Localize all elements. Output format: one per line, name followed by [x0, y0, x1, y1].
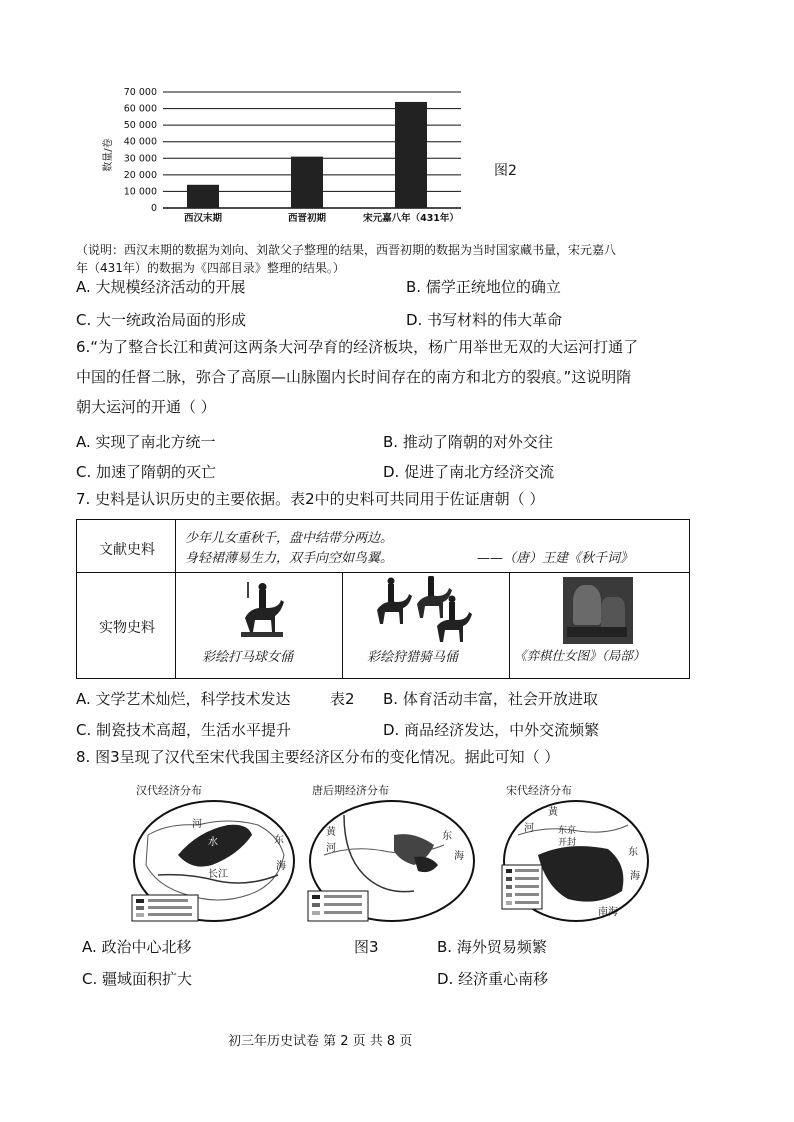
map-han-label-1: 河 [192, 819, 202, 830]
map-song-label-6: 海 [630, 871, 640, 882]
chart-y-ticks [124, 87, 157, 214]
caption-weiqi-painting: 《弈棋仕女图》（局部） [514, 648, 646, 663]
q6-option-a[interactable]: A. 实现了南北方统一 [76, 433, 216, 451]
chart-x-tick-label: 西晋初期 [287, 213, 327, 224]
map-song-label-3: 东京 [558, 826, 577, 836]
poem-line-1: 少年儿女重秋千，盘中结带分两边。 [185, 531, 394, 546]
chart-y-tick-label: 30 000 [123, 153, 157, 165]
caption-hunting-figurines: 彩绘狩猎骑马俑 [367, 650, 459, 665]
q8-option-d[interactable]: D. 经济重心南移 [437, 970, 549, 988]
chart-bar [291, 157, 323, 208]
map-han-economy [128, 795, 300, 925]
hunting-riders-image [373, 576, 485, 646]
q7-stem: 7. 史料是认识历史的主要依据。表2中的史料可共同用于佐证唐朝（ ） [76, 490, 545, 508]
book-volume-bar-chart [95, 80, 495, 230]
q7-option-b[interactable]: B. 体育活动丰富，社会开放进取 [383, 690, 598, 708]
chart-x-ticks [184, 212, 459, 224]
chart-bar [187, 185, 219, 208]
q8-option-a[interactable]: A. 政治中心北移 [82, 938, 192, 956]
map-tang-economy [304, 795, 482, 925]
table-header-literature: 文献史料 [99, 542, 155, 558]
weiqi-painting-image [563, 577, 633, 644]
poem-line-2: 身轻裙薄易生力，双手向空如鸟翼。 [185, 551, 394, 566]
q5-option-a[interactable]: A. 大规模经济活动的开展 [76, 278, 246, 296]
chart-x-tick-label: 西汉末期 [183, 213, 223, 224]
source-table [76, 519, 690, 679]
chart-bars [187, 102, 427, 208]
q6-option-c[interactable]: C. 加速了隋朝的灭亡 [76, 463, 217, 481]
chart-y-tick-label: 40 000 [123, 136, 157, 148]
map-han-label-4: 长江 [208, 869, 228, 880]
caption-polo-figurine: 彩绘打马球女俑 [202, 650, 294, 665]
map-tang-label-3: 东 [442, 831, 452, 842]
map-song-label-7: 南海 [598, 907, 618, 918]
q5-option-c[interactable]: C. 大一统政治局面的形成 [76, 311, 247, 329]
q7-option-c[interactable]: C. 制瓷技术高超，生活水平提升 [76, 721, 292, 739]
poem-source: ——（唐）王建《秋千词》 [477, 551, 634, 566]
figure-3-label: 图3 [354, 938, 379, 956]
q8-option-c[interactable]: C. 疆域面积扩大 [82, 970, 193, 988]
q5-option-b[interactable]: B. 儒学正统地位的确立 [406, 278, 561, 296]
table-header-artifacts: 实物史料 [99, 620, 155, 636]
chart-note [76, 241, 716, 277]
chart-y-tick-label: 20 000 [123, 169, 157, 181]
q6-stem-line-3: 朝大运河的开通（ ） [76, 398, 216, 416]
q8-stem: 8. 图3呈现了汉代至宋代我国主要经济区分布的变化情况。据此可知（ ） [76, 748, 560, 766]
chart-note-line-2: 年（431年）的数据为《四部目录》整理的结果。） [76, 261, 345, 275]
chart-y-tick-label: 10 000 [123, 186, 157, 198]
q7-option-a[interactable]: A. 文学艺术灿烂，科学技术发达 [76, 690, 291, 708]
map-song-label-1: 黄 [548, 807, 558, 818]
chart-y-tick-label: 70 000 [123, 87, 157, 98]
map-tang-label-1: 黄 [326, 827, 336, 838]
chart-y-tick-label: 50 000 [123, 120, 157, 132]
map-song-label-4: 开封 [558, 838, 577, 848]
map-song-label-2: 河 [524, 823, 534, 834]
polo-figurine-image [237, 578, 289, 640]
chart-y-axis-label: 数量/卷 [103, 138, 114, 172]
chart-y-tick-label: 0 [150, 203, 157, 214]
chart-note-line-1: （说明：西汉末期的数据为刘向、刘歆父子整理的结果，西晋初期的数据为当时国家藏书量，宋元嘉八 [76, 243, 617, 257]
figure-2-label: 图2 [494, 163, 517, 179]
page-footer: 初三年历史试卷 第 2 页 共 8 页 [228, 1034, 413, 1049]
map-song-economy [498, 795, 654, 925]
q6-stem-line-1: 6.“为了整合长江和黄河这两条大河孕育的经济板块，杨广用举世无双的大运河打通了 [76, 338, 639, 356]
q5-option-d[interactable]: D. 书写材料的伟大革命 [406, 311, 563, 329]
map-han-label-2: 水 [208, 837, 218, 848]
q7-option-d[interactable]: D. 商品经济发达，中外交流频繁 [383, 721, 600, 739]
chart-x-tick-label: 宋元嘉八年（431年） [363, 213, 459, 224]
chart-bar [395, 102, 427, 208]
q6-option-d[interactable]: D. 促进了南北方经济交流 [383, 463, 555, 481]
map-tang-label-4: 海 [454, 851, 464, 862]
table-2-label: 表2 [330, 690, 355, 708]
q8-option-b[interactable]: B. 海外贸易频繁 [437, 938, 547, 956]
map-han-title: 汉代经济分布 [136, 784, 202, 797]
map-song-label-5: 东 [628, 847, 638, 858]
q6-stem-line-2: 中国的任督二脉，弥合了高原—山脉圈内长时间存在的南方和北方的裂痕。”这说明隋 [76, 368, 632, 386]
map-han-label-5: 海 [276, 861, 286, 872]
map-tang-title: 唐后期经济分布 [312, 784, 389, 797]
chart-y-tick-label: 60 000 [123, 103, 157, 115]
map-han-label-3: 东 [274, 835, 284, 846]
map-tang-label-2: 河 [326, 843, 336, 854]
table-row-literature [77, 520, 689, 573]
q6-option-b[interactable]: B. 推动了隋朝的对外交往 [383, 433, 553, 451]
map-song-title: 宋代经济分布 [506, 784, 572, 797]
